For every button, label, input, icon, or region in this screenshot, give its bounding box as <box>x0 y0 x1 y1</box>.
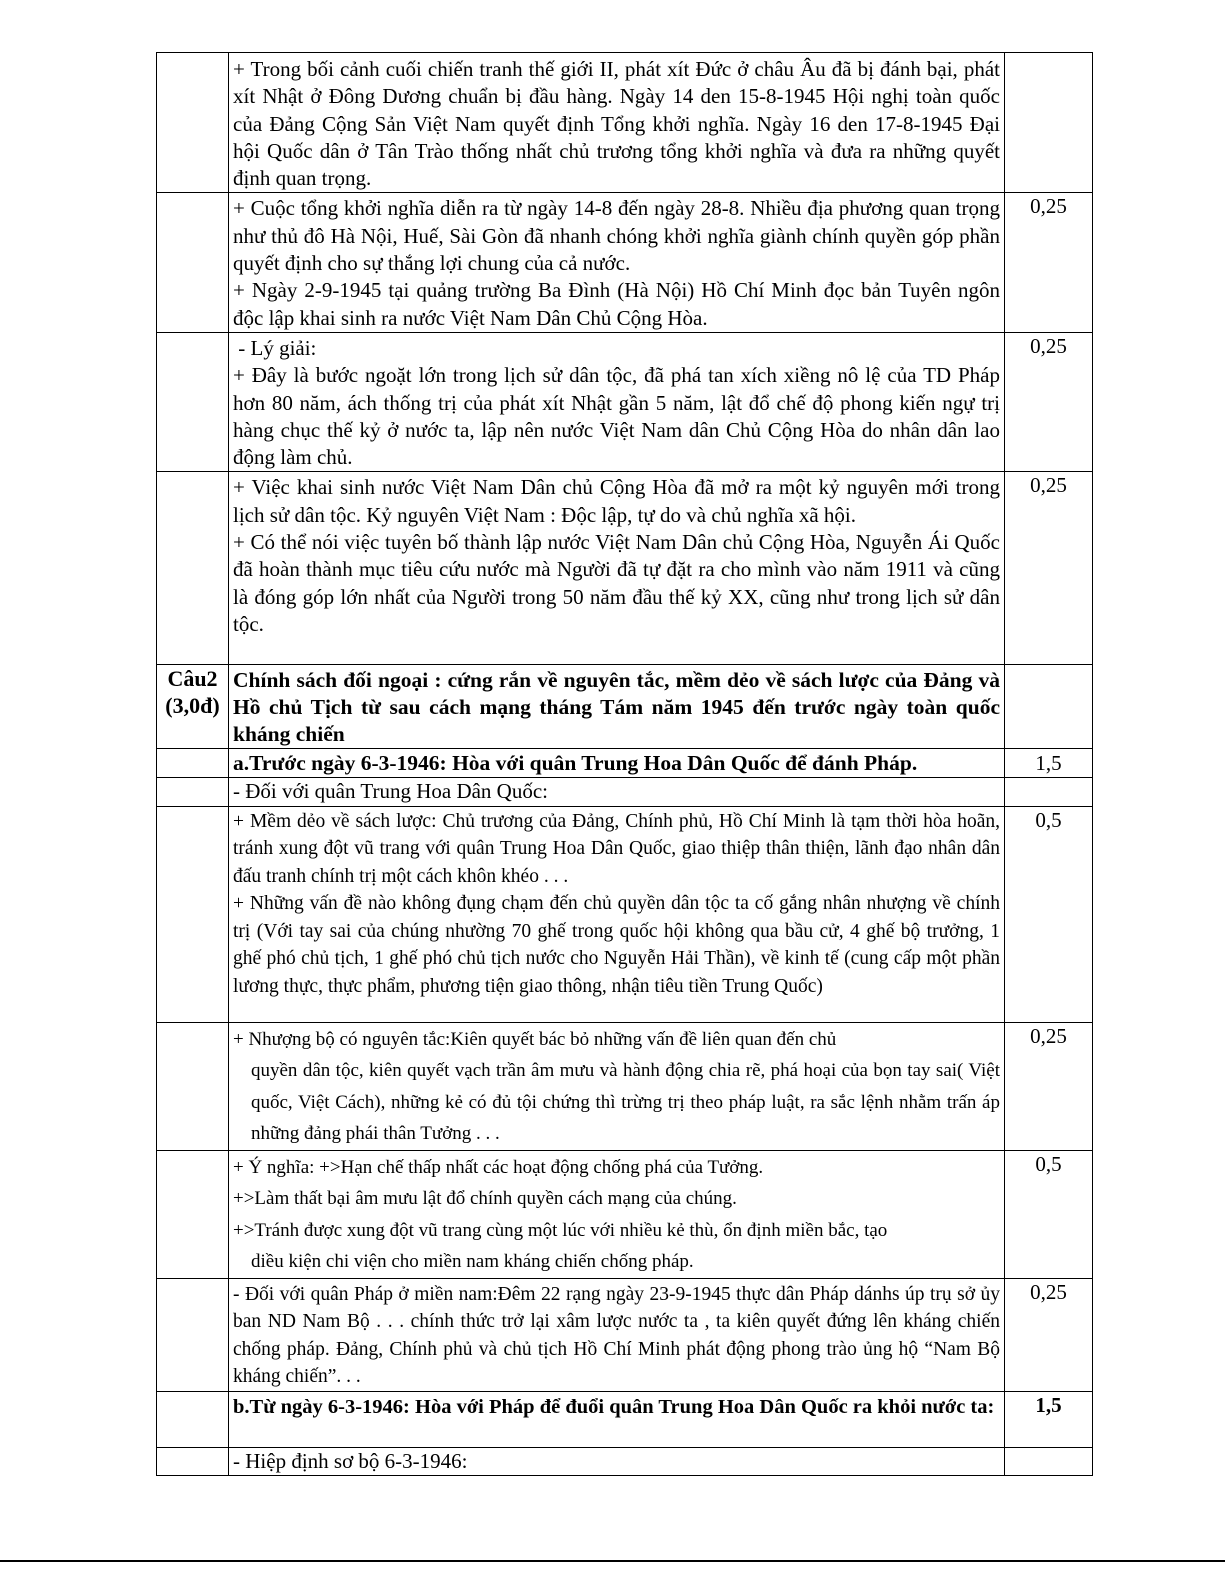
table-row <box>157 1150 1093 1278</box>
question-cell <box>157 53 229 193</box>
content-cell <box>229 665 1005 749</box>
question-cell <box>157 472 229 665</box>
question-cell <box>157 1022 229 1150</box>
table-row <box>157 472 1093 665</box>
content-cell <box>229 1278 1005 1391</box>
section-b-title: b.Từ ngày 6-3-1946: Hòa với Pháp để đuổi quân Trung Hoa Dân Quốc ra khỏi nước ta: <box>233 1395 995 1418</box>
score-value: 0,5 <box>1005 806 1093 1022</box>
chinese-troops-label: - Đối với quân Trung Hoa Dân Quốc: <box>233 779 548 804</box>
meaning-line-2: +>Làm thất bại âm mưu lật đổ chính quyền cách mạng của chúng. <box>233 1188 737 1210</box>
score-cell <box>1005 778 1093 806</box>
table-row <box>157 1278 1093 1391</box>
page-bottom-rule <box>0 1560 1225 1562</box>
table-row <box>157 193 1093 332</box>
question-heading: Chính sách đối ngoại : cứng rắn về nguyên tắc, mềm dẻo về sách lược của Đảng và Hồ chủ Tịch từ sau cách mạng tháng Tám năm 1945 đến trước ngày toàn quốc kháng chiến <box>233 668 1000 747</box>
score-value: 1,5 <box>1005 1391 1093 1447</box>
question-cell <box>157 193 229 332</box>
new-era-paragraph: + Việc khai sinh nước Việt Nam Dân chủ Cộng Hòa đã mở ra một kỷ nguyên mới trong lịch sử dân tộc. Kỷ nguyên Việt Nam : Độc lập, tự do và chủ nghĩa xã hội. <box>233 475 1000 527</box>
question-cell <box>157 806 229 1022</box>
question-number: Câu2 <box>167 666 218 692</box>
principled-concession-detail: quyền dân tộc, kiên quyết vạch trần âm mưu và hành động chia rẽ, phá hoại của bọn tay sai( Việt quốc, Việt Cách), những kẻ có đủ tội chứng thì trừng trị theo pháp luật, ra sắc lệnh nhằm trấn áp những đảng phái thân Tưởng . . . <box>251 1060 1000 1145</box>
question-cell <box>157 749 229 778</box>
question-cell <box>157 1391 229 1447</box>
preliminary-agreement-label: - Hiệp định sơ bộ 6-3-1946: <box>233 1448 468 1473</box>
question-label-cell <box>157 665 229 749</box>
turning-point-paragraph: + Đây là bước ngoặt lớn trong lịch sử dân tộc, đã phá tan xích xiềng nô lệ của TD Pháp hơn 80 năm, ách thống trị của phát xít Nhật gần 5 năm, lật đổ chế độ phong kiến ngự trị hàng chục thế kỷ ở nước ta, lập nên nước Việt Nam dân Chủ Cộng Hòa do nhân dân lao động làm chủ. <box>233 363 1000 470</box>
table-row <box>157 1022 1093 1150</box>
context-paragraph: + Trong bối cảnh cuối chiến tranh thế giới II, phát xít Đức ở châu Âu đã bị đánh bại, phát xít Nhật ở Đông Dương chuẩn bị đầu hàng. Ngày 14 den 15-8-1945 Hội nghị toàn quốc của Đảng Cộng Sản Việt Nam quyết định Tổng khởi nghĩa. Ngày 16 den 17-8-1945 Đại hội Quốc dân ở Tân Trào thống nhất chủ trương tổng khởi nghĩa và đưa ra những quyết định quan trọng. <box>233 57 1000 191</box>
section-a-title: a.Trước ngày 6-3-1946: Hòa với quân Trung Hoa Dân Quốc để đánh Pháp. <box>233 751 918 776</box>
table-row <box>157 778 1093 806</box>
question-cell <box>157 778 229 806</box>
meaning-line-1: + Ý nghĩa: +>Hạn chế thấp nhất các hoạt động chống phá của Tưởng. <box>233 1156 764 1178</box>
score-value: 0,25 <box>1005 193 1093 332</box>
content-cell <box>229 749 1005 778</box>
score-value: 1,5 <box>1005 749 1093 778</box>
score-cell <box>1005 1447 1093 1475</box>
table-row <box>157 1447 1093 1475</box>
score-cell <box>1005 53 1093 193</box>
content-cell <box>229 53 1005 193</box>
content-cell <box>229 1391 1005 1447</box>
meaning-line-3: +>Tránh được xung đột vũ trang cùng một lúc với nhiều kẻ thù, ổn định miền bắc, tạo <box>233 1219 888 1241</box>
content-cell <box>229 472 1005 665</box>
content-cell <box>229 778 1005 806</box>
table-row <box>157 332 1093 471</box>
table-row <box>157 665 1093 749</box>
flexible-tactics-paragraph: + Mềm dẻo về sách lược: Chủ trương của Đảng, Chính phủ, Hồ Chí Minh là tạm thời hòa hoãn, tránh xung đột vũ trang với quân Trung Hoa Dân Quốc, giao thiệp thân thiện, lãnh đạo nhân dân đấu tranh chính trị một cách khôn khéo . . . <box>233 810 1000 887</box>
score-value: 0,5 <box>1005 1150 1093 1278</box>
declaration-paragraph: + Ngày 2-9-1945 tại quảng trường Ba Đình (Hà Nội) Hồ Chí Minh đọc bản Tuyên ngôn độc lập khai sinh ra nước Việt Nam Dân Chủ Cộng Hòa. <box>233 278 1000 330</box>
content-cell <box>229 332 1005 471</box>
score-value: 0,25 <box>1005 332 1093 471</box>
principled-concession-line: + Nhượng bộ có nguyên tắc:Kiên quyết bác bỏ những vấn đề liên quan đến chủ <box>233 1028 837 1050</box>
question-cell <box>157 1447 229 1475</box>
answer-key-table <box>156 52 1093 1476</box>
content-cell <box>229 1447 1005 1475</box>
content-cell <box>229 193 1005 332</box>
question-cell <box>157 1150 229 1278</box>
question-cell <box>157 1278 229 1391</box>
question-cell <box>157 332 229 471</box>
score-cell <box>1005 665 1093 749</box>
table-row <box>157 806 1093 1022</box>
concessions-paragraph: + Những vấn đề nào không đụng chạm đến chủ quyền dân tộc ta cố gắng nhân nhượng về chính trị (Với tay sai của chúng nhường 70 ghế trong quốc hội không qua bầu cử, 4 ghế bộ trưởng, 1 ghế phó chủ tịch, 1 ghế phó chủ tịch nước cho Nguyễn Hải Thần), về kinh tế (cung cấp một phần lương thực, thực phẩm, phương tiện giao thông, nhận tiêu tiền Trung Quốc) <box>233 893 1000 997</box>
content-cell <box>229 1022 1005 1150</box>
question-points: (3,0đ) <box>165 693 220 719</box>
explanation-label: - Lý giải: <box>233 335 317 360</box>
table-row <box>157 53 1093 193</box>
content-cell <box>229 1150 1005 1278</box>
content-cell <box>229 806 1005 1022</box>
score-value: 0,25 <box>1005 1022 1093 1150</box>
french-south-paragraph: - Đối với quân Pháp ở miền nam:Đêm 22 rạng ngày 23-9-1945 thực dân Pháp dánhs úp trụ sở ủy ban ND Nam Bộ . . . chính thức trở lại xâm lược nước ta , ta kiên quyết đứng lên kháng chiến chống pháp. Đảng, Chính phủ và chủ tịch Hồ Chí Minh phát động phong trào ủng hộ “Nam Bộ kháng chiến”. . . <box>233 1283 1000 1388</box>
score-value: 0,25 <box>1005 1278 1093 1391</box>
table-row <box>157 749 1093 778</box>
uprising-paragraph: + Cuộc tổng khởi nghĩa diễn ra từ ngày 14-8 đến ngày 28-8. Nhiều địa phương quan trọng như thủ đô Hà Nội, Huế, Sài Gòn đã nhanh chóng khởi nghĩa giành chính quyền góp phần quyết định cho sự thắng lợi chung của cả nước. <box>233 196 1000 276</box>
score-value: 0,25 <box>1005 472 1093 665</box>
table-row <box>157 1391 1093 1447</box>
meaning-line-4: diều kiện chi viện cho miền nam kháng chiến chống pháp. <box>251 1251 694 1273</box>
nguyen-ai-quoc-paragraph: + Có thể nói việc tuyên bố thành lập nước Việt Nam Dân chủ Cộng Hòa, Nguyễn Ái Quốc đã hoàn thành mục tiêu cứu nước mà Người đã tự đặt ra cho mình vào năm 1911 và cũng là đóng góp lớn nhất của Người trong 50 năm đầu thế kỷ XX, cũng như trong lịch sử dân tộc. <box>233 530 1000 636</box>
